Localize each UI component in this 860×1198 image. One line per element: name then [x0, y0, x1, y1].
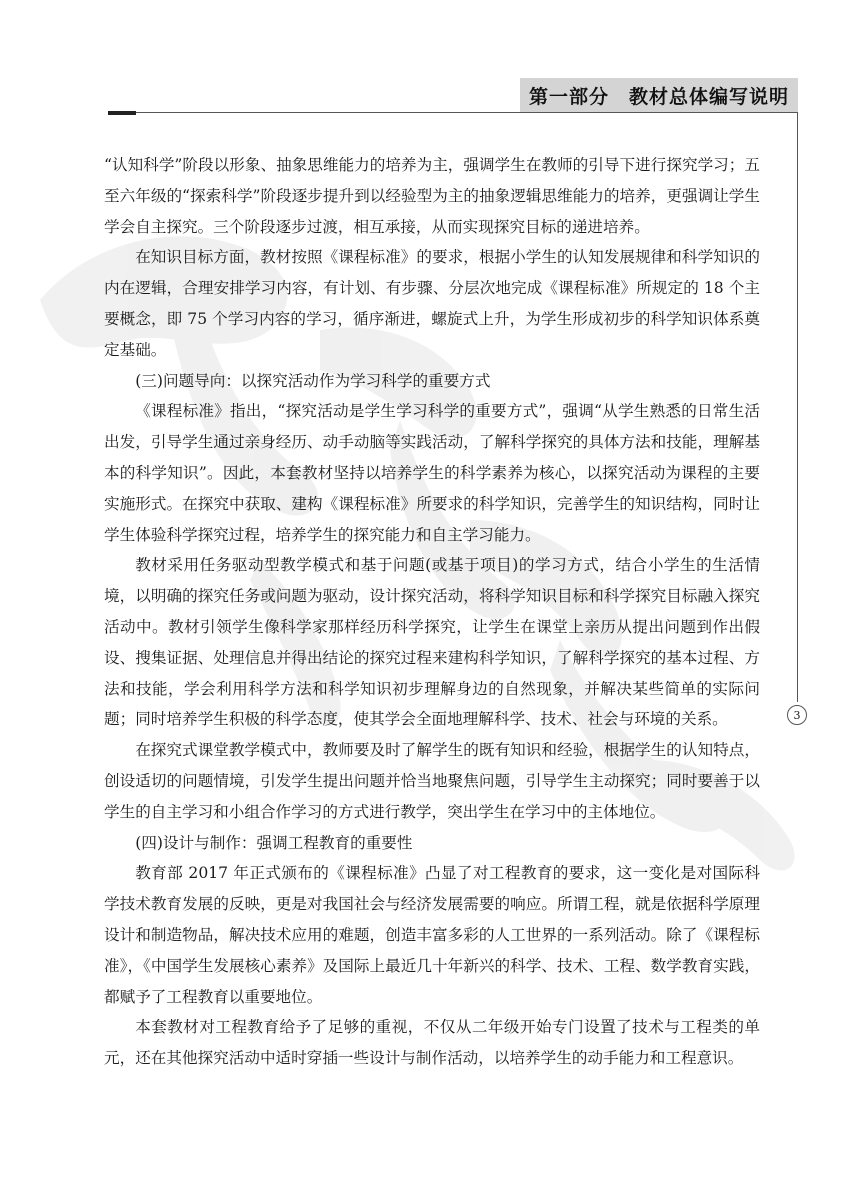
section-header-label: 第一部分 教材总体编写说明 [528, 85, 789, 108]
page-number [787, 705, 807, 725]
header-rule [108, 112, 798, 113]
section-heading: (三)问题导向：以探究活动作为学习科学的重要方式 [135, 371, 491, 390]
paragraph: “认知科学”阶段以形象、抽象思维能力的培养为主，强调学生在教师的引导下进行探究学习；五至六年级的“探索科学”阶段逐步提升到以经验型为主的抽象逻辑思维能力的培养，更强调让学生学会自主探究。三个阶段逐步过渡，相互承接，从而实现探究目标的递进培养。 [104, 156, 760, 236]
paragraph: 教材采用任务驱动型教学模式和基于问题(或基于项目)的学习方式，结合小学生的生活情境，以明确的探究任务或问题为驱动，设计探究活动，将科学知识目标和科学探究目标融入探究活动中。教材引领学生像科学家那样经历科学探究，让学生在课堂上亲历从提出问题到作出假设、搜集证据、处理信息并得出结论的探究过程来建构科学知识，了解科学探究的基本过程、方法和技能，学会利用科学方法和科学知识初步理解身边的自然现象，并解决某些简单的实际问题；同时培养学生积极的科学态度，使其学会全面地理解科学、技术、社会与环境的关系。 [104, 556, 760, 729]
paragraph: 《课程标准》指出，“探究活动是学生学习科学的重要方式”，强调“从学生熟悉的日常生活出发，引导学生通过亲身经历、动手动脑等实践活动，了解科学探究的具体方法和技能，理解基本的科学知识”。因此，本套教材坚持以培养学生的科学素养为核心，以探究活动为课程的主要实施形式。在探究中获取、建构《课程标准》所要求的科学知识，完善学生的知识结构，同时让学生体验科学探究过程，培养学生的探究能力和自主学习能力。 [104, 402, 760, 544]
paragraph: 教育部 2017 年正式颁布的《课程标准》凸显了对工程教育的要求，这一变化是对国际科学技术教育发展的反映，更是对我国社会与经济发展需要的响应。所谓工程，就是依据科学原理设计和制造物品，解决技术应用的难题，创造丰富多彩的人工世界的一系列活动。除了《课程标准》，《中国学生发展核心素养》及国际上最近几十年新兴的科学、技术、工程、数学教育实践，都赋予了工程教育以重要地位。 [104, 864, 760, 1006]
paragraph: 在知识目标方面，教材按照《课程标准》的要求，根据小学生的认知发展规律和科学知识的内在逻辑，合理安排学习内容，有计划、有步骤、分层次地完成《课程标准》所规定的 18 个主要概念，即 75 个学习内容的学习，循序渐进，螺旋式上升，为学生形成初步的科学知识体系奠定基础。 [104, 248, 760, 359]
section-header [520, 78, 798, 112]
section-heading: (四)设计与制作：强调工程教育的重要性 [135, 833, 413, 852]
page-number-label: 3 [793, 708, 801, 722]
paragraph: 本套教材对工程教育给予了足够的重视，不仅从二年级开始专门设置了技术与工程类的单元，还在其他探究活动中适时穿插一些设计与制作活动，以培养学生的动手能力和工程意识。 [104, 1018, 760, 1068]
header-tab-mark [108, 111, 136, 115]
margin-rule [797, 112, 798, 702]
body-text [104, 150, 760, 1074]
paragraph: 在探究式课堂教学模式中，教师要及时了解学生的既有知识和经验，根据学生的认知特点，创设适切的问题情境，引发学生提出问题并恰当地聚焦问题，引导学生主动探究；同时要善于以学生的自主学习和小组合作学习的方式进行教学，突出学生在学习中的主体地位。 [104, 741, 760, 821]
